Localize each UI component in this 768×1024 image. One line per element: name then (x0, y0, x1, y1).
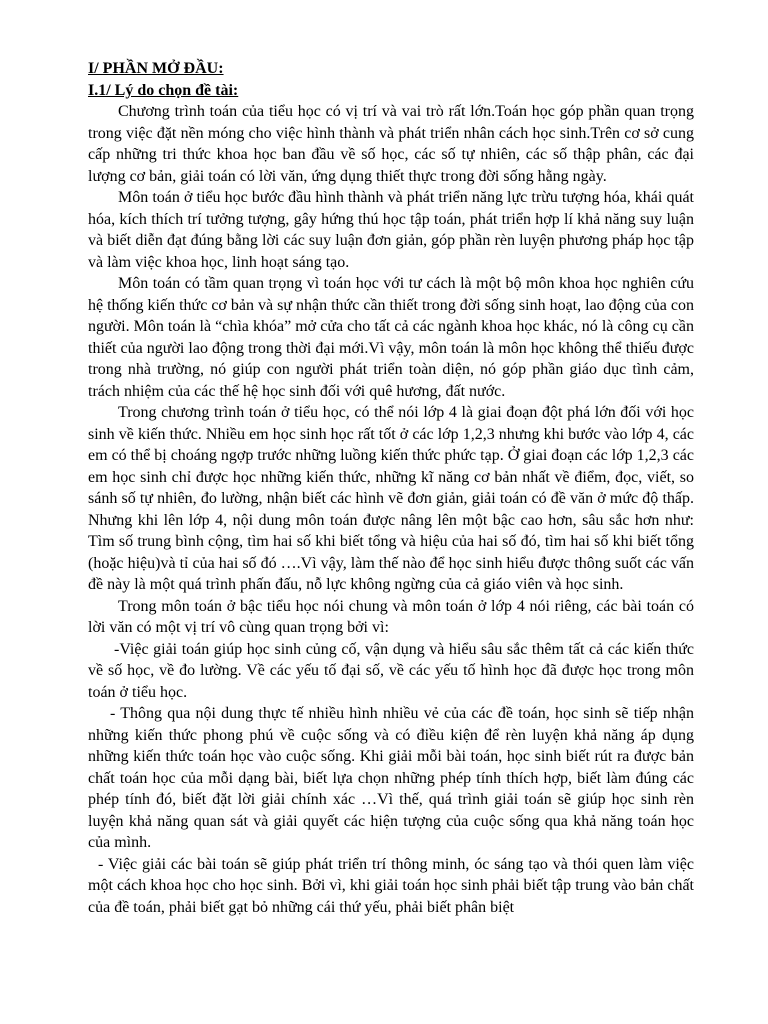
paragraph-5: Trong môn toán ở bậc tiểu học nói chung và môn toán ở lớp 4 nói riêng, các bài toán có lời văn có một vị trí vô cùng quan trọng bởi vì: (88, 597, 694, 636)
paragraph-bullet-3: - Việc giải các bài toán sẽ giúp phát triển trí thông minh, óc sáng tạo và thói quen làm việc một cách khoa học cho học sinh. Bởi vì, khi giải toán học sinh phải biết tập trung vào bản chất của đề toán, phải biết gạt bỏ những cái thứ yếu, phải biết phân biệt (88, 855, 694, 916)
section-title: I/ PHẦN MỞ ĐẦU: (88, 60, 224, 77)
paragraph-3: Môn toán có tầm quan trọng vì toán học với tư cách là một bộ môn khoa học nghiên cứu hệ thống kiến thức cơ bản và sự nhận thức cần thiết trong đời sống sinh hoạt, lao động của con người. Môn toán là “chìa khóa” mở cửa cho tất cả các ngành khoa học khác, nó là công cụ cần thiết của người lao động trong thời đại mới.Vì vậy, môn toán là môn học không thể thiếu được trong nhà trường, nó giúp con người phát triển toàn diện, nó góp phần giáo dục tình cảm, trách nhiệm của các thế hệ học sinh đối với quê hương, đất nước. (88, 275, 694, 400)
paragraph-bullet-1: -Việc giải toán giúp học sinh củng cố, vận dụng và hiểu sâu sắc thêm tất cả các kiến thức về số học, về đo lường. Về các yếu tố đại số, về các yếu tố hình học đã được học trong môn toán ở tiểu học. (88, 640, 694, 701)
paragraph-1: Chương trình toán của tiểu học có vị trí và vai trò rất lớn.Toán học góp phần quan trọng trong việc đặt nền móng cho việc hình thành và phát triển nhân cách học sinh.Trên cơ sở cung cấp những tri thức khoa học ban đầu về số học, các số tự nhiên, các số thập phân, các đại lượng cơ bản, giải toán có lời văn, ứng dụng thiết thực trong đời sống hằng ngày. (88, 103, 694, 185)
subsection-title: I.1/ Lý do chọn đề tài: (88, 81, 239, 99)
paragraph-2: Môn toán ở tiểu học bước đầu hình thành và phát triển năng lực trừu tượng hóa, khái quát hóa, kích thích trí tưởng tượng, gây hứng thú học tập toán, phát triển hợp lí khả năng suy luận và biết diễn đạt đúng bằng lời các suy luận đơn giản, góp phần rèn luyện phương pháp học tập và làm việc khoa học, linh hoạt sáng tạo. (88, 189, 694, 271)
paragraph-4: Trong chương trình toán ở tiểu học, có thể nói lớp 4 là giai đoạn đột phá lớn đối với học sinh về kiến thức. Nhiều em học sinh học rất tốt ở các lớp 1,2,3 nhưng khi bước vào lớp 4, các em có thể bị choáng ngợp trước những luồng kiến thức phức tạp. Ở giai đoạn các lớp 1,2,3 các em học sinh chỉ được học những kiến thức, những kĩ năng cơ bản nhất về điểm, đọc, viết, so sánh số tự nhiên, đo lường, nhận biết các hình vẽ đơn giản, giải toán có đề văn ở mức độ thấp. Nhưng khi lên lớp 4, nội dung môn toán được nâng lên một bậc cao hơn, sâu sắc hơn như: Tìm số trung bình cộng, tìm hai số khi biết tổng và hiệu của hai số đó, tìm hai số khi biết tổng (hoặc hiệu)và tỉ của hai số đó ….Vì vậy, làm thế nào để học sinh hiểu được thông suốt các vấn đề này là một quá trình phấn đấu, nỗ lực không ngừng của cả giáo viên và học sinh. (88, 404, 694, 593)
paragraph-bullet-2: - Thông qua nội dung thực tế nhiều hình nhiều vẻ của các đề toán, học sinh sẽ tiếp nhận những kiến thức phong phú về cuộc sống và có điều kiện để rèn luyện khả năng áp dụng những kiến thức toán học vào cuộc sống. Khi giải mỗi bài toán, học sinh biết rút ra được bản chất toán học của mỗi dạng bài, biết lựa chọn những phép tính thích hợp, biết làm đúng các phép tính đó, biết đặt lời giải chính xác …Vì thế, quá trình giải toán sẽ giúp học sinh rèn luyện khả năng quan sát và giải quyết các hiện tượng của cuộc sống qua khả năng toán học của mình. (88, 705, 694, 851)
